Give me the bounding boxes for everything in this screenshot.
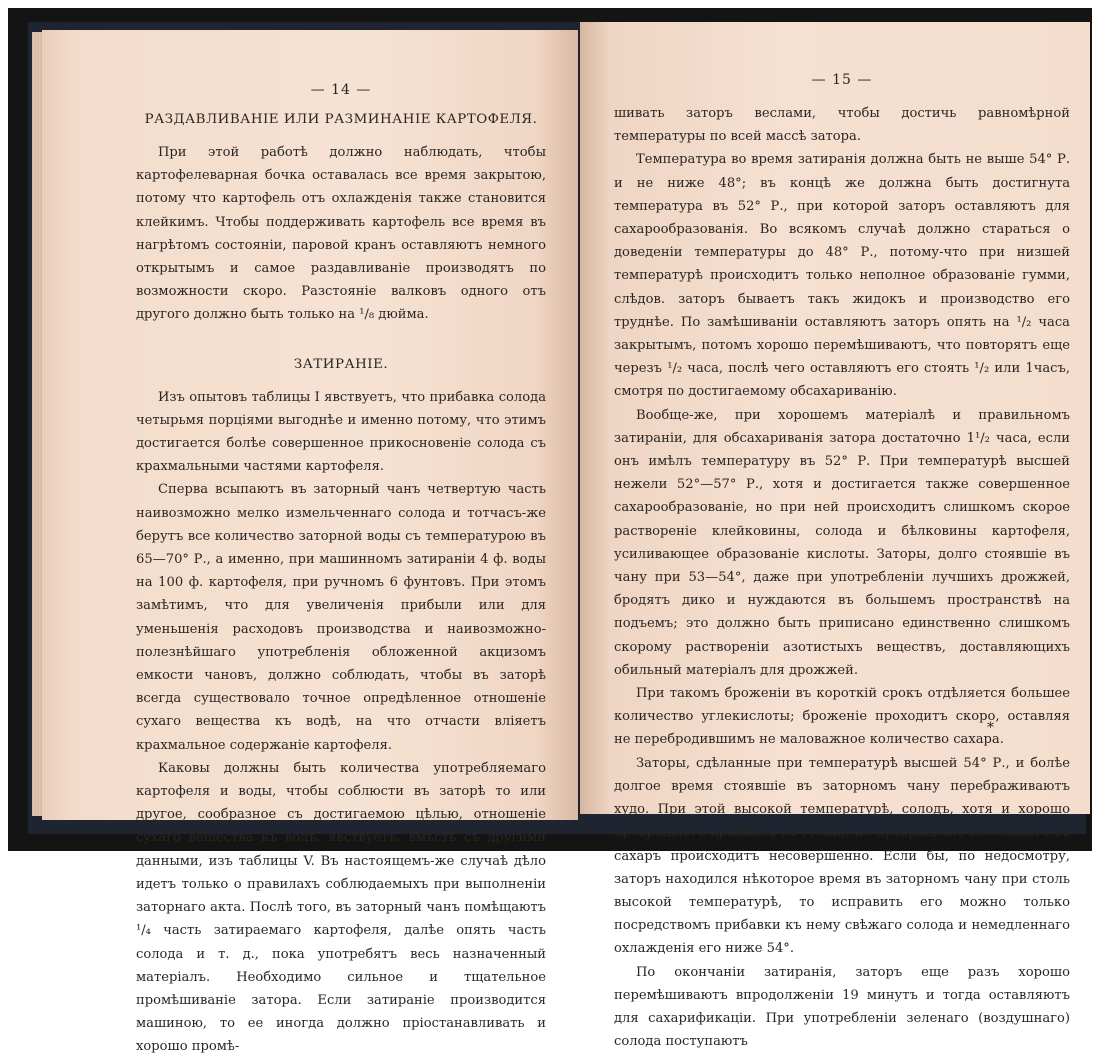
book-cover: [28, 22, 1086, 1055]
paragraph: При этой работѣ должно наблюдать, чтобы картофелеварная бочка оставалась все время закрытою, потому что картофель отъ охлажденія также становится клейкимъ. Чтобы поддерживать картофель все время въ нагрѣтомъ состояніи, паровой кранъ оставляютъ немного открытымъ и самое раздавливаніе производятъ по возможности скоро. Разстояніе валковъ одного отъ другого должно быть только на ¹/₈ дюйма.: [136, 145, 546, 323]
paragraph: шивать заторъ веслами, чтобы достичь равномѣрной температуры по всей массѣ затора.: [614, 106, 1070, 145]
paragraph: По окончаніи затиранія, заторъ еще разъ хорошо перемѣшиваютъ впродолженіи 19 минутъ и тогда оставляютъ для сахарификаціи. При употребленіи зеленаго (воздушнаго) солода поступаютъ: [614, 964, 1070, 1050]
right-page: [580, 22, 1090, 1050]
heading-mashing-potatoes: РАЗДАВЛИВАНІЕ ИЛИ РАЗМИНАНІЕ КАРТОФЕЛЯ.: [144, 112, 538, 127]
paragraph: Температура во время затиранія должна быть не выше 54° Р. и не ниже 48°; въ концѣ же должна быть достигнута температура въ 52° Р., при которой заторъ оставляютъ для сахарообразованія. Во всякомъ случаѣ должно стараться о доведеніи температуры до 48° Р., потому-что при низшей температурѣ происходитъ только неполное образованіе гумми, слѣдов. заторъ бываетъ такъ жидокъ и производство его труднѣе. По замѣшиваніи оставляютъ заторъ опять на ¹/₂ часа закрытымъ, потомъ хорошо перемѣшиваютъ, что повторятъ еще черезъ ¹/₂ часа, послѣ чего оставляютъ его стоять ¹/₂ или 1часъ, смотря по достигаемому обсахариванію.: [614, 152, 1070, 400]
paragraph: При такомъ броженіи въ короткій срокъ отдѣляется большее количество углекислоты; броженіе проходитъ скоро, оставляя не перебродившимъ не маловажное количество сахара.: [614, 686, 1070, 748]
paragraph: Сперва всыпаютъ въ заторный чанъ четвертую часть наивозможно мелко измельченнаго солода и тотчасъ-же берутъ все количество заторной воды съ температурою въ 65—70° Р., а именно, при машинномъ затираніи 4 ф. воды на 100 ф. картофеля, при ручномъ 6 фунтовъ. При этомъ замѣтимъ, что для увеличенія прибыли или для уменьшенія расходовъ производства и наивозможно-полезнѣйшаго употребленія обложенной акцизомъ емкости чановъ, должно соблюдать, чтобы въ заторѣ всегда существовало точное опредѣленное отношеніе сухаго вещества къ водѣ, на что отчасти вліяетъ крахмальное содержаніе картофеля.: [136, 482, 546, 753]
left-page-number: — 14 —: [310, 82, 372, 98]
signature-mark: *: [987, 720, 994, 736]
paragraph: Каковы должны быть количества употребляемаго картофеля и воды, чтобы соблюсти въ заторѣ то или другое, сообразное съ достигаемою цѣлью, отношеніе сухаго вещества къ водѣ, явствуетъ, вмѣстѣ съ другими данными, изъ таблицы V. Въ настоящемъ-же случаѣ дѣло идетъ только о правилахъ соблюдаемыхъ при выполненіи заторнаго акта. Послѣ того, въ заторный чанъ помѣщаютъ ¹/₄ часть затираемаго картофеля, далѣе опять часть солода и т. д., пока употребятъ весь назначенный матеріалъ. Необходимо сильное и тщательное промѣшиваніе затора. Если затираніе производится машиною, то ее иногда должно пріостанавливать и хорошо промѣ-: [136, 760, 546, 1055]
paragraph: Вообще-же, при хорошемъ матеріалѣ и правильномъ затираніи, для обсахариванія затора достаточно 1¹/₂ часа, если онъ имѣлъ температуру въ 52° Р. При температурѣ высшей нежели 52°—57° Р., хотя и достигается также совершенное сахарообразованіе, но при ней происходитъ слишкомъ скорое раствореніе клейковины, солода и бѣлковины картофеля, усиливающее образованіе кислоты. Заторы, долго стоявшіе въ чану при 53—54°, даже при употребленіи лучшихъ дрожжей, бродятъ дико и нуждаются въ большемъ пространствѣ на подъемъ; это должно быть приписано единственно слишкомъ скорому раствореніи азотистыхъ веществъ, доставляющихъ обильный матеріалъ для дрожжей.: [614, 407, 1070, 678]
right-page-number: — 15 —: [811, 72, 873, 88]
scan-background: [8, 8, 1092, 1055]
paragraph: Изъ опытовъ таблицы I явствуетъ, что прибавка солода четырьмя порціями выгоднѣе и именно потому, что этимъ достигается болѣе совершенное прикосновеніе солода съ крахмальными частями картофеля.: [136, 389, 546, 475]
paragraph: Заторы, сдѣланные при температурѣ высшей 54° Р., и болѣе долгое время стоявшіе въ заторномъ чану перебраживаютъ худо. При этой высокой температурѣ, солодъ, хотя и хорошо превращаетъ крахмалъ въ гумми, но превращеніе послѣдняго въ сахаръ происходитъ несовершенно. Если бы, по недосмотру, заторъ находился нѣкоторое время въ заторномъ чану при столь высокой температурѣ, то исправить его можно только посредствомъ прибавки къ нему свѣжаго солода и немедленнаго охлажденія его ниже 54°.: [614, 755, 1070, 957]
heading-mashing: ЗАТИРАНІЕ.: [293, 356, 389, 372]
left-page: [42, 30, 578, 1055]
